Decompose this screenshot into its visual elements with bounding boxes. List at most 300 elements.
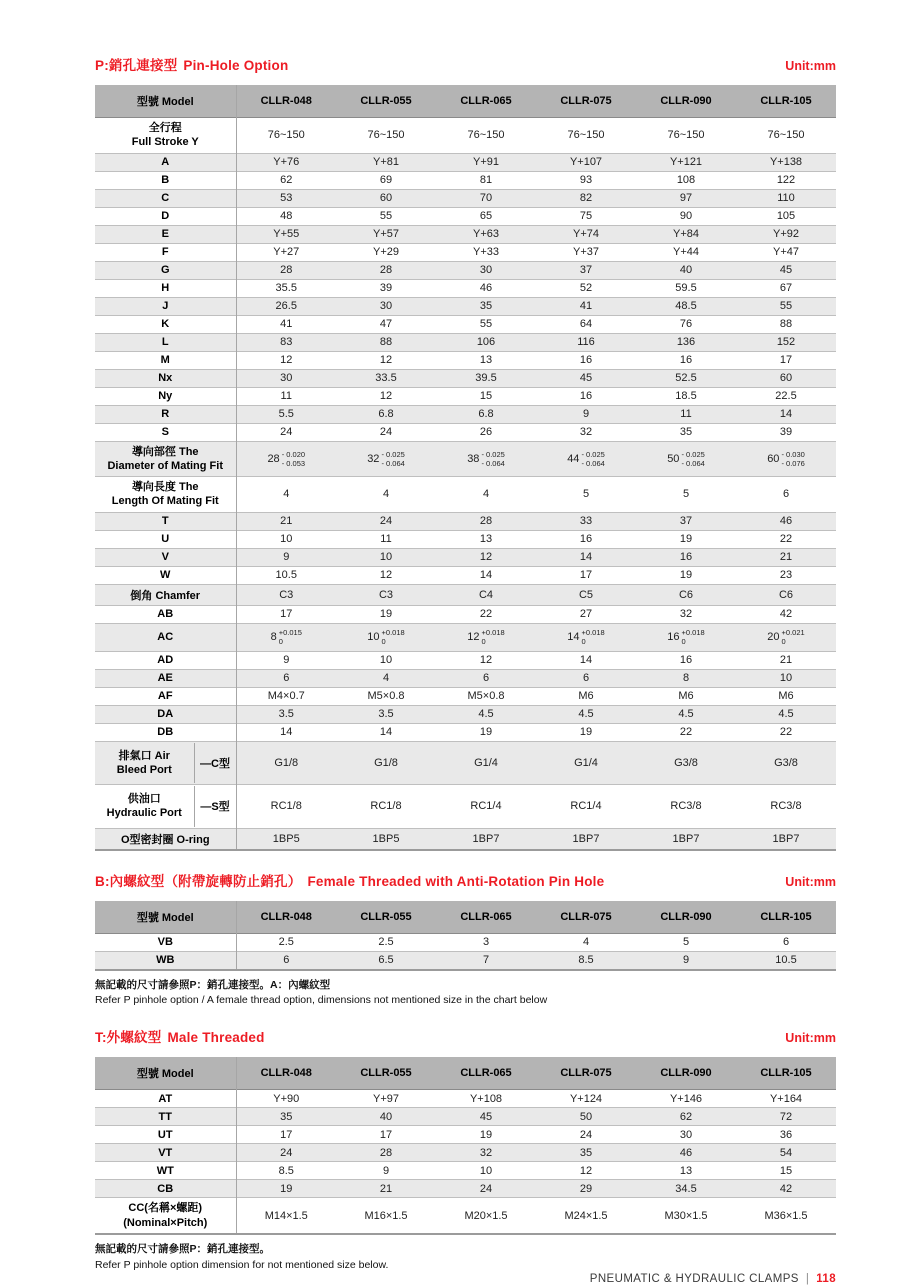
table-cell: 76~150 (367, 129, 405, 142)
table-cell: 76~150 (267, 129, 305, 142)
tolerance-upper: - 0.025 (381, 449, 405, 459)
table-cell: 11 (380, 533, 392, 546)
table-cell: C5 (578, 588, 594, 601)
table-cell: 48 (280, 210, 293, 223)
table-cell: 17 (280, 608, 293, 621)
model-header: 型號 Model (95, 901, 236, 934)
row-label-text: U (161, 533, 170, 546)
table-cell: 24 (579, 1128, 593, 1141)
table-cell: 4.5 (478, 708, 494, 721)
table-row (95, 423, 836, 441)
table-body (95, 1090, 836, 1234)
table-cell: 6 (782, 936, 790, 949)
row-label-text: H (161, 282, 170, 295)
row-label-zh: CC(名稱×螺距) (128, 1202, 203, 1215)
table-cell: 6.8 (378, 408, 394, 421)
table-cell: 28 (379, 1146, 393, 1159)
row-label (95, 441, 236, 477)
table-cell: 35 (679, 426, 693, 439)
table-cell: 106 (476, 336, 496, 349)
table-row (95, 828, 836, 850)
page-footer (95, 1273, 836, 1285)
tolerance-stack (381, 450, 404, 469)
row-label (95, 651, 236, 669)
row-label (95, 261, 236, 279)
table-cell: 34.5 (675, 1182, 697, 1195)
tolerance-base: 12 (467, 631, 480, 644)
table-cell: 46 (479, 282, 493, 295)
table-row (95, 153, 836, 171)
table-cell: M30×1.5 (664, 1209, 708, 1222)
port-label (95, 786, 236, 827)
table-cell: Y+138 (769, 156, 803, 169)
table-cell: 8.5 (578, 954, 594, 967)
table-cell: C6 (778, 588, 794, 601)
table-cell: 3 (482, 936, 490, 949)
tolerance-stack (781, 450, 804, 469)
table-cell: 46 (679, 1146, 693, 1159)
port-type-label: —S型 (200, 801, 230, 814)
row-label-text: O型密封圈 O-ring (120, 833, 210, 846)
table-cell: 21 (779, 654, 793, 667)
tolerance-base: 38 (467, 452, 480, 465)
table-cell: 30 (280, 372, 293, 385)
row-label (95, 171, 236, 189)
table-row (95, 1108, 836, 1126)
table-cell: 13 (479, 533, 493, 546)
model-header: 型號 Model (95, 1057, 236, 1090)
table-cell: 82 (579, 192, 593, 205)
table-cell: Y+74 (573, 228, 599, 241)
table-cell: 93 (579, 174, 593, 187)
table-cell: 22 (479, 608, 493, 621)
section-title-en: Female Threaded with Anti-Rotation Pin Hole (307, 873, 605, 889)
table-cell: 62 (679, 1110, 693, 1123)
table-cell: Y+81 (373, 156, 399, 169)
column-header: CLLR-090 (636, 85, 736, 118)
table-cell: 88 (779, 318, 793, 331)
table-cell: 30 (379, 300, 393, 313)
row-label (95, 548, 236, 566)
table-cell: 5 (582, 488, 590, 501)
table-cell: 37 (579, 264, 593, 277)
table-cell: 41 (280, 318, 293, 331)
table-row (95, 189, 836, 207)
table-cell: 13 (679, 1164, 693, 1177)
table-row (95, 207, 836, 225)
table-row (95, 741, 836, 785)
table-cell: RC1/4 (570, 800, 602, 813)
table-row (95, 297, 836, 315)
table-cell: 14 (280, 726, 293, 739)
tolerance-base: 44 (567, 452, 580, 465)
table-cell: 10.5 (275, 569, 297, 582)
row-label-text: AB (157, 608, 174, 621)
table-cell: 28 (479, 515, 493, 528)
table-cell: 6 (283, 954, 290, 967)
table-cell: 5 (682, 488, 690, 501)
row-label (95, 1180, 236, 1198)
table-cell: 50 (579, 1110, 593, 1123)
table-row (95, 512, 836, 530)
row-label-text: TT (158, 1110, 172, 1123)
table-cell: 6 (283, 672, 290, 685)
tolerance-upper: +0.018 (481, 627, 505, 637)
tolerance-stack (782, 628, 805, 647)
row-label-text: C (161, 192, 170, 205)
table-cell: 45 (779, 264, 793, 277)
row-label-text: AD (157, 654, 174, 667)
row-label (95, 828, 236, 850)
table-cell: 55 (479, 318, 493, 331)
table-cell: 14 (379, 726, 393, 739)
column-header: CLLR-065 (436, 901, 536, 934)
table-cell: G3/8 (774, 756, 798, 769)
table-cell: 9 (382, 1164, 390, 1177)
column-header: CLLR-090 (636, 1057, 736, 1090)
table-cell: 15 (479, 390, 493, 403)
table-cell: 48.5 (675, 300, 697, 313)
table-cell: 17 (280, 1128, 293, 1141)
table-cell: 24 (379, 426, 393, 439)
table-cell: 17 (779, 354, 793, 367)
section-male-header (95, 1026, 836, 1046)
table-cell: 64 (579, 318, 593, 331)
table-cell: 32 (579, 426, 593, 439)
table-row (95, 405, 836, 423)
table-row (95, 279, 836, 297)
table-cell: 59.5 (675, 282, 697, 295)
row-label-text: T (161, 515, 169, 528)
row-label-text: DA (157, 708, 174, 721)
tolerance-value (567, 450, 605, 469)
tolerance-base: 10 (367, 631, 380, 644)
row-label-text: AC (157, 631, 174, 644)
column-header: CLLR-048 (236, 901, 336, 934)
table-cell: 69 (379, 174, 393, 187)
table-cell: 13 (479, 354, 493, 367)
table-cell: C3 (378, 588, 394, 601)
table-cell: 19 (379, 608, 393, 621)
table-cell: 37 (679, 515, 693, 528)
table-row (95, 315, 836, 333)
table-cell: 11 (280, 390, 292, 403)
tolerance-upper: +0.018 (381, 627, 405, 637)
table-cell: 4 (382, 488, 390, 501)
footer-brand: PNEUMATIC & HYDRAULIC CLAMPS (589, 1273, 799, 1285)
column-header: CLLR-055 (336, 1057, 436, 1090)
table-cell: 19 (479, 726, 493, 739)
unit-label: Unit:mm (785, 59, 836, 73)
tolerance-base: 16 (667, 631, 680, 644)
model-header: 型號 Model (95, 85, 236, 118)
table-cell: G1/4 (574, 756, 598, 769)
table-cell: 116 (577, 336, 595, 349)
row-label (95, 584, 236, 605)
port-label-main (95, 743, 194, 784)
row-label (95, 933, 236, 951)
table-cell: 110 (777, 192, 795, 205)
row-label (95, 1090, 236, 1108)
row-label-en: Bleed Port (116, 763, 172, 776)
table-cell: Y+76 (273, 156, 300, 169)
row-label (95, 477, 236, 513)
table-row (95, 477, 836, 513)
table-cell: 30 (679, 1128, 693, 1141)
table-cell: 27 (579, 608, 593, 621)
tolerance-upper: - 0.020 (281, 449, 306, 459)
table-cell: 30 (479, 264, 493, 277)
table-cell: 12 (379, 354, 393, 367)
table-cell: 5.5 (278, 408, 294, 421)
row-label-text: F (161, 246, 169, 259)
table-cell: G1/8 (374, 756, 398, 769)
table-row (95, 623, 836, 651)
table-cell: 19 (679, 569, 693, 582)
tolerance-base: 50 (667, 452, 680, 465)
row-label (95, 225, 236, 243)
table-row (95, 171, 836, 189)
row-label (95, 118, 236, 154)
table-cell: 19 (479, 1128, 493, 1141)
tolerance-stack (482, 628, 505, 647)
row-label (95, 153, 236, 171)
table-row (95, 387, 836, 405)
row-label-text: G (160, 264, 170, 277)
table-cell: 22 (779, 533, 793, 546)
table-cell: 32 (479, 1146, 493, 1159)
table-row (95, 118, 836, 154)
table-cell: 5 (682, 936, 690, 949)
row-label-text: W (160, 569, 171, 582)
table-cell: 55 (779, 300, 793, 313)
tolerance-upper: - 0.025 (581, 449, 605, 459)
table-cell: 16 (579, 390, 593, 403)
column-header: CLLR-075 (536, 901, 636, 934)
row-label (95, 1108, 236, 1126)
row-label-zh: 供油口 (127, 793, 161, 806)
row-label-text: R (161, 408, 170, 421)
table-cell: 36 (779, 1128, 793, 1141)
row-label (95, 530, 236, 548)
table-cell: 24 (379, 515, 393, 528)
table-cell: M6 (778, 690, 794, 703)
table-cell: 62 (280, 174, 293, 187)
table-cell: 39 (379, 282, 393, 295)
table-row (95, 1180, 836, 1198)
table-cell: 47 (379, 318, 393, 331)
table-cell: 28 (280, 264, 293, 277)
column-header: CLLR-075 (536, 1057, 636, 1090)
row-label-zh: 導向長度 The (131, 481, 199, 494)
row-label-zh: 全行程 (148, 122, 182, 134)
table-cell: 10 (779, 672, 793, 685)
table-cell: G3/8 (674, 756, 698, 769)
table-cell: 10 (379, 654, 393, 667)
row-label (95, 1144, 236, 1162)
table-cell: 4 (582, 936, 590, 949)
row-label-en: Diameter of Mating Fit (107, 459, 223, 472)
table-cell: 122 (776, 174, 796, 187)
row-label-zh: 導向部徑 The (131, 445, 199, 458)
table-cell: 35 (579, 1146, 593, 1159)
section-pinhole (95, 54, 836, 851)
row-label (95, 351, 236, 369)
column-header: CLLR-048 (236, 1057, 336, 1090)
table-cell: 39.5 (475, 372, 497, 385)
table-cell: 76~150 (567, 129, 605, 142)
table-cell: 16 (579, 354, 593, 367)
tolerance-stack (282, 450, 305, 469)
table-header (95, 1057, 836, 1090)
port-type (194, 743, 236, 784)
table-cell: 4 (283, 488, 290, 501)
table-row (95, 225, 836, 243)
tolerance-value (667, 450, 705, 469)
row-label-text: AE (157, 672, 173, 685)
table-cell: 10 (280, 533, 293, 546)
table-cell: 24 (280, 1146, 293, 1159)
table-cell: 2.5 (378, 936, 394, 949)
tolerance-lower: 0 (278, 637, 283, 647)
table-cell: 14 (479, 569, 493, 582)
table-cell: 12 (379, 390, 393, 403)
row-label (95, 315, 236, 333)
tolerance-stack (582, 628, 605, 647)
tolerance-value (567, 628, 604, 647)
tolerance-base: 8 (270, 631, 277, 644)
tolerance-stack (581, 450, 604, 469)
female-threaded-table (95, 901, 836, 971)
table-cell: 14 (579, 654, 593, 667)
row-label (95, 512, 236, 530)
tolerance-value (271, 628, 302, 647)
row-label-text: M (160, 354, 170, 367)
table-row (95, 669, 836, 687)
tolerance-lower: - 0.053 (281, 458, 306, 468)
table-cell: M14×1.5 (264, 1209, 308, 1222)
tolerance-lower: - 0.076 (781, 458, 805, 468)
table-cell: Y+84 (673, 228, 699, 241)
table-cell: 90 (679, 210, 693, 223)
tolerance-stack (279, 628, 302, 647)
column-header: CLLR-065 (436, 1057, 536, 1090)
note-zh: 無記載的尺寸請參照P：銷孔連接型。 (95, 1242, 271, 1255)
header-row (95, 901, 836, 934)
table-cell: Y+37 (573, 246, 599, 259)
section-title-zh: P:銷孔連接型 (95, 58, 178, 73)
table-cell: 15 (779, 1164, 793, 1177)
table-row (95, 605, 836, 623)
table-cell: 19 (280, 1182, 293, 1195)
table-row (95, 261, 836, 279)
table-row (95, 933, 836, 951)
row-label-text: J (162, 300, 169, 313)
table-cell: 14 (779, 408, 793, 421)
tolerance-base: 28 (267, 452, 280, 465)
table-cell (336, 623, 436, 651)
tolerance-lower: 0 (681, 637, 686, 647)
table-cell: C6 (678, 588, 694, 601)
table-cell: 10 (479, 1164, 493, 1177)
row-label (95, 723, 236, 741)
table-cell: C4 (478, 588, 494, 601)
table-cell: 3.5 (278, 708, 294, 721)
table-cell: 4.5 (678, 708, 694, 721)
section-title (95, 1026, 265, 1046)
row-label-text: 倒角 Chamfer (130, 589, 201, 602)
table-cell: 46 (779, 515, 793, 528)
page-title (95, 54, 288, 74)
table-cell: 9 (582, 408, 590, 421)
row-label (95, 369, 236, 387)
tolerance-value (667, 628, 704, 647)
table-cell: M5×0.8 (467, 690, 505, 703)
table-cell: 26 (479, 426, 493, 439)
tolerance-value (767, 450, 805, 469)
table-cell: Y+91 (473, 156, 499, 169)
table-cell: 8.5 (278, 1164, 294, 1177)
table-row (95, 530, 836, 548)
table-cell: 2.5 (278, 936, 294, 949)
row-label (95, 951, 236, 970)
table-cell: Y+90 (273, 1092, 300, 1105)
row-label-text: K (161, 318, 170, 331)
table-cell: M16×1.5 (364, 1209, 408, 1222)
table-cell: 12 (280, 354, 293, 367)
note-en: Refer P pinhole option dimension for not mentioned size below. (95, 1258, 389, 1271)
tolerance-lower: 0 (581, 637, 586, 647)
table-cell: 53 (280, 192, 293, 205)
table-cell: 35 (280, 1110, 293, 1123)
table-cell: 12 (479, 551, 493, 564)
table-cell: Y+108 (469, 1092, 503, 1105)
table-cell: 11 (680, 408, 692, 421)
table-cell: 19 (579, 726, 593, 739)
table-cell: 67 (779, 282, 793, 295)
table-cell (436, 441, 536, 477)
table-cell (736, 441, 836, 477)
table-row (95, 243, 836, 261)
tolerance-upper: +0.021 (781, 627, 805, 637)
row-label-en: (Nominal×Pitch) (123, 1216, 208, 1229)
section-female-threaded (95, 870, 836, 1010)
port-type (194, 786, 236, 827)
tolerance-value (267, 450, 305, 469)
table-cell: Y+107 (569, 156, 603, 169)
row-label (95, 405, 236, 423)
section-title-en: Male Threaded (167, 1030, 265, 1046)
table-cell: 6 (582, 672, 590, 685)
table-cell: RC1/4 (470, 800, 502, 813)
port-label-main (95, 786, 194, 827)
row-label-text: VB (157, 936, 173, 949)
table-row (95, 1090, 836, 1108)
table-cell: 1BP5 (372, 832, 400, 845)
row-label (95, 243, 236, 261)
tolerance-value (467, 628, 504, 647)
row-label (95, 1162, 236, 1180)
table-cell (636, 441, 736, 477)
tolerance-value (367, 450, 405, 469)
table-cell: Y+33 (473, 246, 499, 259)
row-label-text: CB (157, 1182, 174, 1195)
table-cell: M24×1.5 (564, 1209, 608, 1222)
tolerance-upper: - 0.025 (481, 449, 505, 459)
header-row (95, 85, 836, 118)
table-cell: 21 (779, 551, 793, 564)
row-label (95, 279, 236, 297)
